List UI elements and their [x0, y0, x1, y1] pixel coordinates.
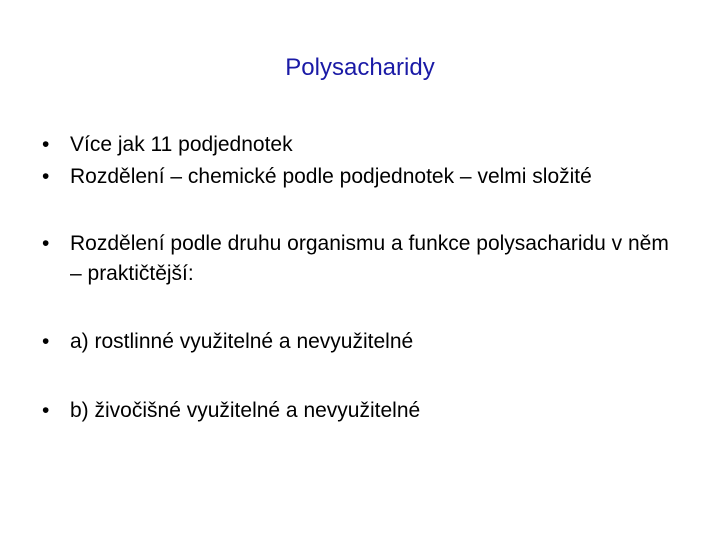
bullet-item [42, 327, 682, 357]
bullet-dot-icon: • [42, 330, 50, 353]
bullet-text: Rozdělení podle druhu organismu a funkce polysacharidu v něm – praktičtější: [70, 232, 669, 285]
bullet-item [42, 396, 682, 426]
bullet-dot-icon: • [42, 133, 50, 156]
slide-title: Polysacharidy [285, 54, 435, 81]
bullet-item [42, 162, 682, 192]
bullet-dot-icon: • [42, 165, 50, 188]
bullet-text: a) rostlinné využitelné a nevyužitelné [70, 330, 414, 353]
bullet-item [42, 229, 682, 289]
bullet-text: Rozdělení – chemické podle podjednotek – velmi složité [70, 165, 592, 188]
bullet-item [42, 130, 682, 160]
bullet-dot-icon: • [42, 399, 50, 422]
bullet-dot-icon: • [42, 232, 50, 255]
bullet-text: Více jak 11 podjednotek [70, 133, 293, 156]
bullet-text: b) živočišné využitelné a nevyužitelné [70, 399, 421, 422]
